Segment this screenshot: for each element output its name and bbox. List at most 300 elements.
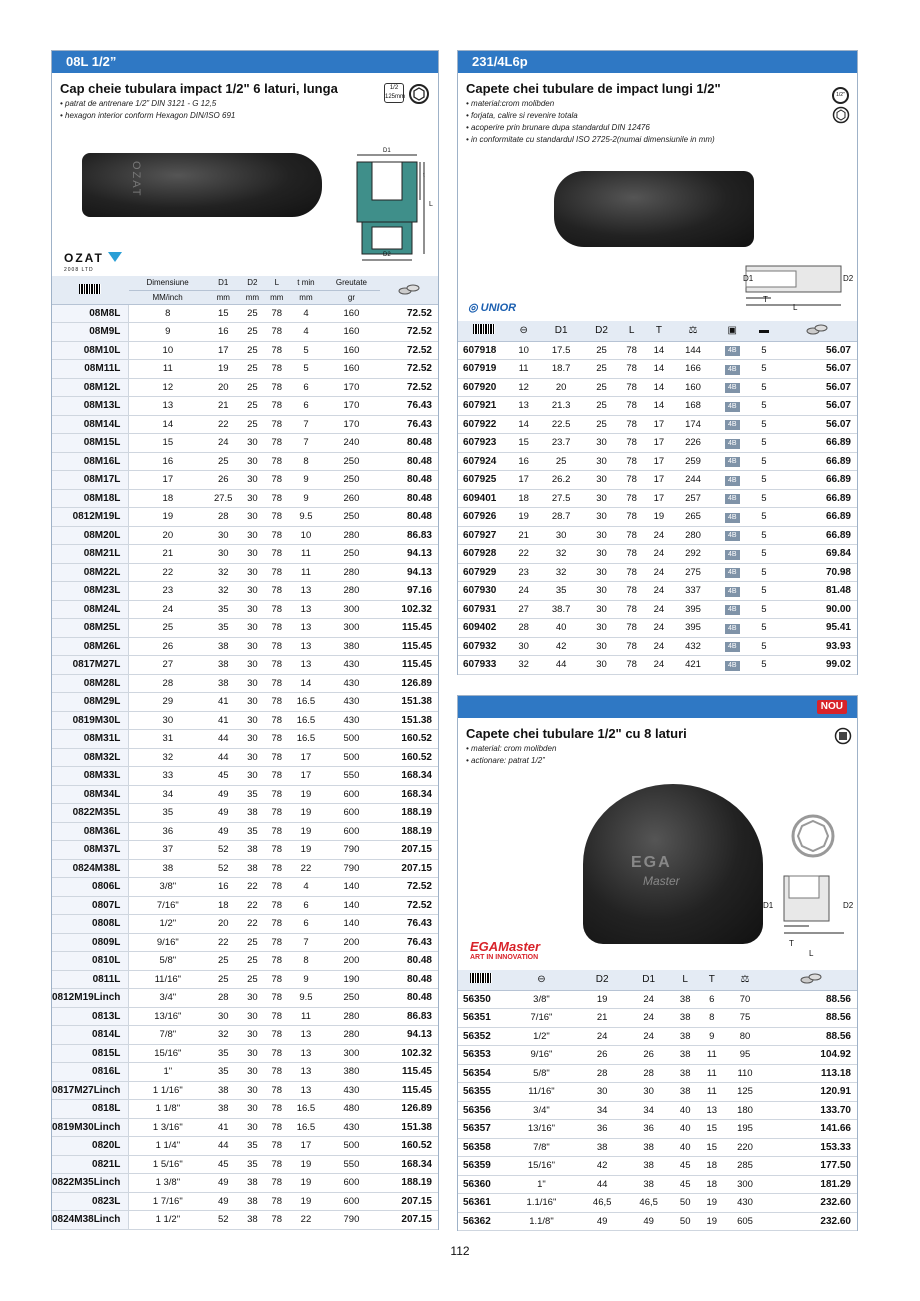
table-cell: 78 xyxy=(265,452,289,471)
product-code: 0819M30L xyxy=(52,711,129,730)
right-top-header: 231/4L6p xyxy=(458,51,857,73)
product-code: 0806L xyxy=(52,878,129,897)
table-row xyxy=(52,1192,438,1211)
table-row xyxy=(52,582,438,601)
weight-icon: ⚖ xyxy=(673,321,714,341)
table-cell: 30 xyxy=(585,656,618,675)
table-cell: 78 xyxy=(618,545,645,564)
product-code: 607920 xyxy=(458,378,510,397)
pack-badge: 4B xyxy=(713,341,751,360)
table-cell: 24 xyxy=(206,434,240,453)
table-cell: 160 xyxy=(323,323,380,342)
barcode-icon xyxy=(458,321,510,341)
table-cell: 30 xyxy=(537,526,585,545)
table-cell: 11/16" xyxy=(129,970,206,989)
table-row xyxy=(458,1046,857,1065)
product-code: 0809L xyxy=(52,933,129,952)
table-cell: 22 xyxy=(240,915,264,934)
table-cell: 78 xyxy=(265,674,289,693)
product-code: 56352 xyxy=(458,1027,504,1046)
table-cell: 30 xyxy=(585,600,618,619)
table-cell: 23.7 xyxy=(537,434,585,453)
unior-logo: ◎ UNIOR xyxy=(468,302,517,314)
table-cell: 1.1/16" xyxy=(504,1194,579,1213)
table-cell: 45 xyxy=(206,767,240,786)
table-cell: 18.7 xyxy=(537,360,585,379)
table-cell: 244 xyxy=(673,471,714,490)
table-cell: 44 xyxy=(537,656,585,675)
table-cell: 22 xyxy=(240,878,264,897)
product-code: 08M10L xyxy=(52,341,129,360)
product-code: 607928 xyxy=(458,545,510,564)
table-row xyxy=(458,1009,857,1028)
table-cell: 38 xyxy=(240,1174,264,1193)
table-cell: 5 xyxy=(751,619,777,638)
product-code: 607929 xyxy=(458,563,510,582)
table-row xyxy=(458,619,857,638)
square-drive-icon: 1/2" xyxy=(832,87,849,104)
table-cell: 166 xyxy=(673,360,714,379)
dim-d1-label: D1 xyxy=(763,901,774,910)
price: 181.29 xyxy=(765,1175,857,1194)
table-row xyxy=(458,378,857,397)
table-row xyxy=(52,526,438,545)
dim-d2-label: D2 xyxy=(383,252,391,258)
table-cell: 550 xyxy=(323,767,380,786)
table-cell: 17 xyxy=(645,452,672,471)
table-cell: 25 xyxy=(585,397,618,416)
product-code: 08M34L xyxy=(52,785,129,804)
table-cell: 260 xyxy=(323,489,380,508)
price: 72.52 xyxy=(380,360,438,379)
table-cell: 78 xyxy=(265,1192,289,1211)
price: 80.48 xyxy=(380,952,438,971)
table-cell: 18 xyxy=(206,896,240,915)
table-cell: 78 xyxy=(265,526,289,545)
product-code: 08M17L xyxy=(52,471,129,490)
table-cell: 30 xyxy=(240,582,264,601)
price: 66.89 xyxy=(777,434,857,453)
price: 86.83 xyxy=(380,526,438,545)
table-cell: 790 xyxy=(323,859,380,878)
table-cell: 13 xyxy=(289,1081,323,1100)
table-cell: 30 xyxy=(240,434,264,453)
table-cell: 19 xyxy=(645,508,672,527)
table-cell: 46,5 xyxy=(579,1194,626,1213)
product-code: 0824M38L xyxy=(52,859,129,878)
table-cell: 78 xyxy=(265,489,289,508)
table-cell: 17 xyxy=(289,748,323,767)
table-cell: 605 xyxy=(725,1212,765,1231)
product-code: 607924 xyxy=(458,452,510,471)
table-cell: 170 xyxy=(323,415,380,434)
product-code: 56355 xyxy=(458,1083,504,1102)
product-code: 08M24L xyxy=(52,600,129,619)
table-cell: 30 xyxy=(206,526,240,545)
table-cell: 15 xyxy=(129,434,206,453)
table-cell: 27 xyxy=(510,600,537,619)
price: 160.52 xyxy=(380,730,438,749)
table-cell: 32 xyxy=(206,1026,240,1045)
table-row xyxy=(52,952,438,971)
table-cell: 25 xyxy=(240,341,264,360)
table-cell: 9.5 xyxy=(289,989,323,1008)
price: 115.45 xyxy=(380,1081,438,1100)
table-cell: 78 xyxy=(618,526,645,545)
product-code: 0818L xyxy=(52,1100,129,1119)
table-cell: 78 xyxy=(265,1063,289,1082)
table-row xyxy=(52,1081,438,1100)
price: 168.34 xyxy=(380,785,438,804)
table-cell: 78 xyxy=(618,619,645,638)
price: 69.84 xyxy=(777,545,857,564)
page-number: 112 xyxy=(450,1244,470,1258)
table-cell: 38 xyxy=(579,1138,626,1157)
table-cell: 78 xyxy=(265,619,289,638)
table-cell: 7 xyxy=(289,434,323,453)
table-cell: 250 xyxy=(323,471,380,490)
price: 76.43 xyxy=(380,915,438,934)
dim-d2-label: D2 xyxy=(843,274,854,283)
table-cell: 25 xyxy=(240,970,264,989)
product-code: 08M20L xyxy=(52,526,129,545)
table-cell: 27.5 xyxy=(206,489,240,508)
price: 81.48 xyxy=(777,582,857,601)
product-code: 607925 xyxy=(458,471,510,490)
table-cell: 7/8" xyxy=(129,1026,206,1045)
table-cell: 1" xyxy=(504,1175,579,1194)
product-code: 607923 xyxy=(458,434,510,453)
table-cell: 52 xyxy=(206,841,240,860)
table-row xyxy=(52,1063,438,1082)
table-cell: 280 xyxy=(673,526,714,545)
product-code: 56356 xyxy=(458,1101,504,1120)
table-cell: 35 xyxy=(537,582,585,601)
table-cell: 195 xyxy=(725,1120,765,1139)
table-cell: 46,5 xyxy=(625,1194,672,1213)
table-cell: 15 xyxy=(699,1120,726,1139)
table-cell: 6 xyxy=(289,896,323,915)
table-cell: 22 xyxy=(289,859,323,878)
table-cell: 49 xyxy=(579,1212,626,1231)
table-cell: 16.5 xyxy=(289,730,323,749)
table-cell: 78 xyxy=(265,582,289,601)
table-cell: 9 xyxy=(289,489,323,508)
table-row xyxy=(52,415,438,434)
price: 80.48 xyxy=(380,970,438,989)
table-cell: 13 xyxy=(289,1044,323,1063)
product-code: 08M28L xyxy=(52,674,129,693)
table-cell: 30 xyxy=(206,1007,240,1026)
table-cell: 78 xyxy=(265,341,289,360)
product-code: 607932 xyxy=(458,637,510,656)
table-cell: 78 xyxy=(265,878,289,897)
price: 113.18 xyxy=(765,1064,857,1083)
dim-d1-label: D1 xyxy=(743,274,754,283)
socket-image xyxy=(554,171,754,247)
table-cell: 200 xyxy=(323,952,380,971)
table-cell: 78 xyxy=(618,378,645,397)
table-cell: 5 xyxy=(751,526,777,545)
table-cell: 160 xyxy=(323,304,380,323)
table-cell: 38 xyxy=(672,1009,699,1028)
right-bottom-header xyxy=(458,696,857,718)
pack-badge: 4B xyxy=(713,619,751,638)
pack-badge: 4B xyxy=(713,508,751,527)
table-cell: 45 xyxy=(672,1175,699,1194)
product-code: 08M18L xyxy=(52,489,129,508)
table-cell: 52 xyxy=(206,1211,240,1230)
table-cell: 78 xyxy=(265,656,289,675)
table-cell: 5 xyxy=(751,341,777,360)
product-code: 08M21L xyxy=(52,545,129,564)
table-cell: 22.5 xyxy=(537,415,585,434)
price: 188.19 xyxy=(380,1174,438,1193)
product-code: 08M29L xyxy=(52,693,129,712)
table-cell: 24 xyxy=(645,526,672,545)
price: 207.15 xyxy=(380,1192,438,1211)
table-cell: 8 xyxy=(289,952,323,971)
table-cell: 24 xyxy=(645,656,672,675)
pack-badge: 4B xyxy=(713,656,751,675)
table-cell: 5 xyxy=(751,656,777,675)
table-cell: 28 xyxy=(579,1064,626,1083)
table-cell: 30 xyxy=(240,1007,264,1026)
table-cell: 13 xyxy=(289,582,323,601)
pack-badge: 4B xyxy=(713,360,751,379)
table-cell: 17 xyxy=(510,471,537,490)
table-cell: 5 xyxy=(289,360,323,379)
table-cell: 19 xyxy=(289,1155,323,1174)
table-cell: 144 xyxy=(673,341,714,360)
table-cell: 21.3 xyxy=(537,397,585,416)
table-row xyxy=(458,600,857,619)
table-row xyxy=(52,1155,438,1174)
table-cell: 16 xyxy=(510,452,537,471)
table-cell: 78 xyxy=(265,804,289,823)
table-cell: 500 xyxy=(323,730,380,749)
price: 93.93 xyxy=(777,637,857,656)
price: 56.07 xyxy=(777,341,857,360)
product-code: 0811L xyxy=(52,970,129,989)
product-code: 609401 xyxy=(458,489,510,508)
table-cell: 44 xyxy=(206,730,240,749)
table-row xyxy=(52,841,438,860)
table-cell: 430 xyxy=(323,1118,380,1137)
table-row xyxy=(52,915,438,934)
table-cell: 50 xyxy=(672,1194,699,1213)
table-cell: 78 xyxy=(265,841,289,860)
table-row xyxy=(52,637,438,656)
table-row xyxy=(52,489,438,508)
price: 72.52 xyxy=(380,878,438,897)
table-row xyxy=(52,767,438,786)
price: 160.52 xyxy=(380,1137,438,1156)
table-cell: 6 xyxy=(289,397,323,416)
table-row xyxy=(52,896,438,915)
table-cell: 25 xyxy=(240,304,264,323)
left-title: Cap cheie tubulara impact 1/2" 6 laturi, lunga xyxy=(60,81,338,96)
table-cell: 13 xyxy=(289,1026,323,1045)
price: 66.89 xyxy=(777,471,857,490)
table-cell: 30 xyxy=(240,767,264,786)
table-cell: 300 xyxy=(323,600,380,619)
table-cell: 13/16" xyxy=(129,1007,206,1026)
table-cell: 78 xyxy=(265,637,289,656)
hexagon-icon xyxy=(832,106,850,124)
table-cell: 259 xyxy=(673,452,714,471)
table-cell: 9.5 xyxy=(289,508,323,527)
table-row xyxy=(52,674,438,693)
table-row xyxy=(458,341,857,360)
table-row xyxy=(458,990,857,1009)
table-cell: 11 xyxy=(289,545,323,564)
table-cell: 13 xyxy=(289,600,323,619)
table-cell: 78 xyxy=(618,471,645,490)
price: 86.83 xyxy=(380,1007,438,1026)
pack-badge: 4B xyxy=(713,489,751,508)
product-code: 0819M30Linch xyxy=(52,1118,129,1137)
table-cell: 18 xyxy=(129,489,206,508)
table-cell: 30 xyxy=(240,471,264,490)
table-row xyxy=(52,397,438,416)
table-cell: 36 xyxy=(579,1120,626,1139)
price: 151.38 xyxy=(380,693,438,712)
table-cell: 5 xyxy=(289,341,323,360)
table-cell: 17 xyxy=(645,415,672,434)
table-cell: 78 xyxy=(265,822,289,841)
table-cell: 30 xyxy=(585,637,618,656)
table-cell: 16.5 xyxy=(289,693,323,712)
product-code: 0820L xyxy=(52,1137,129,1156)
table-cell: 78 xyxy=(265,304,289,323)
table-row xyxy=(458,1083,857,1102)
table-cell: 5 xyxy=(751,489,777,508)
table-cell: 78 xyxy=(618,489,645,508)
table-cell: 19 xyxy=(510,508,537,527)
table-cell: 17 xyxy=(645,471,672,490)
table-cell: 14 xyxy=(289,674,323,693)
table-cell: 1 3/16" xyxy=(129,1118,206,1137)
table-cell: 292 xyxy=(673,545,714,564)
right-bottom-bullets: • material: crom molibden • actionare: patrat 1/2” xyxy=(466,744,557,765)
table-cell: 30 xyxy=(240,674,264,693)
table-cell: 38 xyxy=(672,1064,699,1083)
table-row xyxy=(458,1064,857,1083)
product-code: 56351 xyxy=(458,1009,504,1028)
table-cell: 250 xyxy=(323,452,380,471)
table-cell: 27.5 xyxy=(537,489,585,508)
table-cell: 9 xyxy=(129,323,206,342)
price: 90.00 xyxy=(777,600,857,619)
table-cell: 1" xyxy=(129,1063,206,1082)
table-cell: 40 xyxy=(672,1138,699,1157)
table-cell: 26 xyxy=(625,1046,672,1065)
table-cell: 30 xyxy=(240,989,264,1008)
product-code: 0815L xyxy=(52,1044,129,1063)
price: 72.52 xyxy=(380,304,438,323)
left-table: Dimensiune D1 D2 L t min Greutate MM/inch mm mm mm mm gr 08M8L 8 15 25 78 4 160 72.52 08M9L 9 16 25 78 4 160 72.52 08M10L 10 17 25 78 5 160 72.52 08M11L 11 19 25 78 5 160 72.52 08M12L 12 20 25 78 6 170 72.52 08M13L 13 21 25 78 6 170 76.43 08M14L 14 22 25 78 7 170 76.43 08M15L 15 24 30 78 7 240 80.48 08M16L 16 25 30 78 8 250 80.48 08M17L 17 26 30 78 9 250 80.48 08M18L 18 27.5 30 78 9 260 80.48 0812M19L 19 28 30 78 9.5 250 80.48 08M20L 20 30 30 78 10 280 86.83 08M21L 21 30 30 78 11 250 94.13 08M22L 22 32 30 78 11 280 94.13 08M23L 23 32 30 78 13 280 97.16 08M24L 24 35 30 78 13 300 102.32 08M25L 25 35 30 78 13 300 115.45 08M26L 26 38 30 78 13 380 115.45 0817M27L 27 38 30 78 13 430 115.45 08M28L 28 38 30 78 14 430 126.89 08M29L 29 41 30 78 16.5 430 151.38 0819M30L 30 41 30 78 16.5 430 151.38 08M31L 31 44 30 78 16.5 500 160.52 08M32L 32 44 30 78 17 500 160.52 08M33L 33 45 30 78 17 550 168.34 08M34L 34 49 35 78 19 600 168.34 0822M35L 35 49 38 78 19 600 188.19 08M36L 36 49 35 78 19 600 188.19 08M37L 37 52 38 78 19 790 207.15 0824M38L 38 52 38 78 22 790 207.15 0806L 3/8" 16 22 78 4 140 72.52 0807L 7/16" 18 22 78 6 140 72.52 0808L 1/2" 20 22 78 6 140 76.43 0809L 9/16" 22 25 78 7 200 76.43 0810L 5/8" 25 25 78 8 200 80.48 0811L 11/16" 25 25 78 9 190 80.48 0812M19Linch 3/4" 28 30 78 9.5 250 80.48 0813L 13/16" 30 30 78 11 280 86.83 0814L 7/8" 32 30 78 13 280 94.13 0815L 15/16" 35 30 78 13 300 102.32 0816L 1" 35 30 78 13 380 115.45 0817M27Linch 1 1/16" 38 30 78 13 430 115.45 0818L 1 1/8" 38 30 78 16.5 480 126.89 0819M30Linch 1 3/16" 41 30 78 16.5 430 151.38 0820L 1 1/4" 44 35 78 17 500 160.52 0821L 1 5/16" 45 35 78 19 550 168.34 0822M35Linch 1 3/8" 49 38 78 19 600 188.19 0823L 1 7/16" 49 38 78 19 600 207.15 0824M38Linch 1 1/2" 52 38 78 22 790 207.15 xyxy=(52,276,438,1230)
table-cell: 19 xyxy=(206,360,240,379)
table-cell: 34 xyxy=(129,785,206,804)
product-code: 607933 xyxy=(458,656,510,675)
table-cell: 12 xyxy=(129,378,206,397)
table-cell: 140 xyxy=(323,915,380,934)
table-cell: 20 xyxy=(206,378,240,397)
table-row xyxy=(458,1175,857,1194)
product-code: 607921 xyxy=(458,397,510,416)
table-row xyxy=(52,1137,438,1156)
price: 177.50 xyxy=(765,1157,857,1176)
table-cell: 19 xyxy=(289,785,323,804)
table-row xyxy=(458,545,857,564)
table-cell: 25 xyxy=(206,452,240,471)
table-cell: 13 xyxy=(699,1101,726,1120)
table-cell: 78 xyxy=(265,1211,289,1230)
price: 115.45 xyxy=(380,656,438,675)
table-cell: 16 xyxy=(129,452,206,471)
price: 76.43 xyxy=(380,415,438,434)
product-code: 08M15L xyxy=(52,434,129,453)
table-cell: 38 xyxy=(672,1046,699,1065)
table-cell: 78 xyxy=(265,933,289,952)
price: 232.60 xyxy=(765,1212,857,1231)
coins-icon xyxy=(777,321,857,341)
table-cell: 25 xyxy=(585,341,618,360)
table-cell: 25 xyxy=(240,933,264,952)
table-cell: 30 xyxy=(585,471,618,490)
weight-icon: ⚖ xyxy=(725,970,765,990)
product-code: 0812M19L xyxy=(52,508,129,527)
table-cell: 110 xyxy=(725,1064,765,1083)
price: 80.48 xyxy=(380,471,438,490)
table-cell: 13/16" xyxy=(504,1120,579,1139)
table-cell: 78 xyxy=(618,600,645,619)
table-cell: 36 xyxy=(129,822,206,841)
table-cell: 25 xyxy=(129,619,206,638)
table-cell: 430 xyxy=(323,711,380,730)
table-cell: 35 xyxy=(240,1155,264,1174)
table-cell: 24 xyxy=(645,545,672,564)
table-cell: 250 xyxy=(323,545,380,564)
dim-t-label: t xyxy=(423,173,425,179)
table-cell: 38 xyxy=(240,1192,264,1211)
price: 188.19 xyxy=(380,822,438,841)
table-cell: 38 xyxy=(672,1027,699,1046)
table-cell: 140 xyxy=(323,896,380,915)
dim-t-label: T xyxy=(763,295,768,304)
price: 94.13 xyxy=(380,1026,438,1045)
table-row xyxy=(458,563,857,582)
table-cell: 16.5 xyxy=(289,711,323,730)
table-row xyxy=(458,1101,857,1120)
table-cell: 15 xyxy=(699,1138,726,1157)
product-code: 08M11L xyxy=(52,360,129,379)
right-top-table: ⊖ D1 D2 L T ⚖ ▣ ▬ 607918 10 17.5 25 78 14 144 4B 5 56.07 607919 11 18.7 25 78 14 166 4B 5 56.07 607920 12 20 25 78 14 160 4B 5 56.07 607921 13 21.3 25 78 14 168 4B 5 56.07 607922 14 22.5 25 78 17 174 4B 5 56.07 607923 15 23.7 30 78 17 226 4B 5 66.89 607924 16 25 30 78 17 259 4B 5 66.89 607925 17 26.2 30 78 17 244 4B 5 66.89 609401 18 27.5 30 78 17 257 4B 5 66.89 607926 19 28.7 30 78 19 265 4B 5 66.89 607927 21 30 30 78 24 280 4B 5 66.89 607928 22 32 30 78 24 292 4B 5 69.84 607929 23 32 30 78 24 275 4B 5 70.98 607930 24 35 30 78 24 337 4B 5 81.48 607931 27 38.7 30 78 24 395 4B 5 90.00 609402 28 40 30 78 24 395 4B 5 95.41 607932 30 42 30 78 24 432 4B 5 93.93 607933 32 44 30 78 24 421 4B 5 99.02 xyxy=(458,321,857,675)
table-cell: 30 xyxy=(240,693,264,712)
table-cell: 25 xyxy=(240,378,264,397)
price: 72.52 xyxy=(380,896,438,915)
table-cell: 19 xyxy=(289,841,323,860)
table-row xyxy=(52,970,438,989)
table-cell: 78 xyxy=(265,508,289,527)
table-cell: 25 xyxy=(240,360,264,379)
table-row xyxy=(458,452,857,471)
table-cell: 24 xyxy=(579,1027,626,1046)
table-cell: 337 xyxy=(673,582,714,601)
table-row xyxy=(52,989,438,1008)
pack-badge: 4B xyxy=(713,452,751,471)
